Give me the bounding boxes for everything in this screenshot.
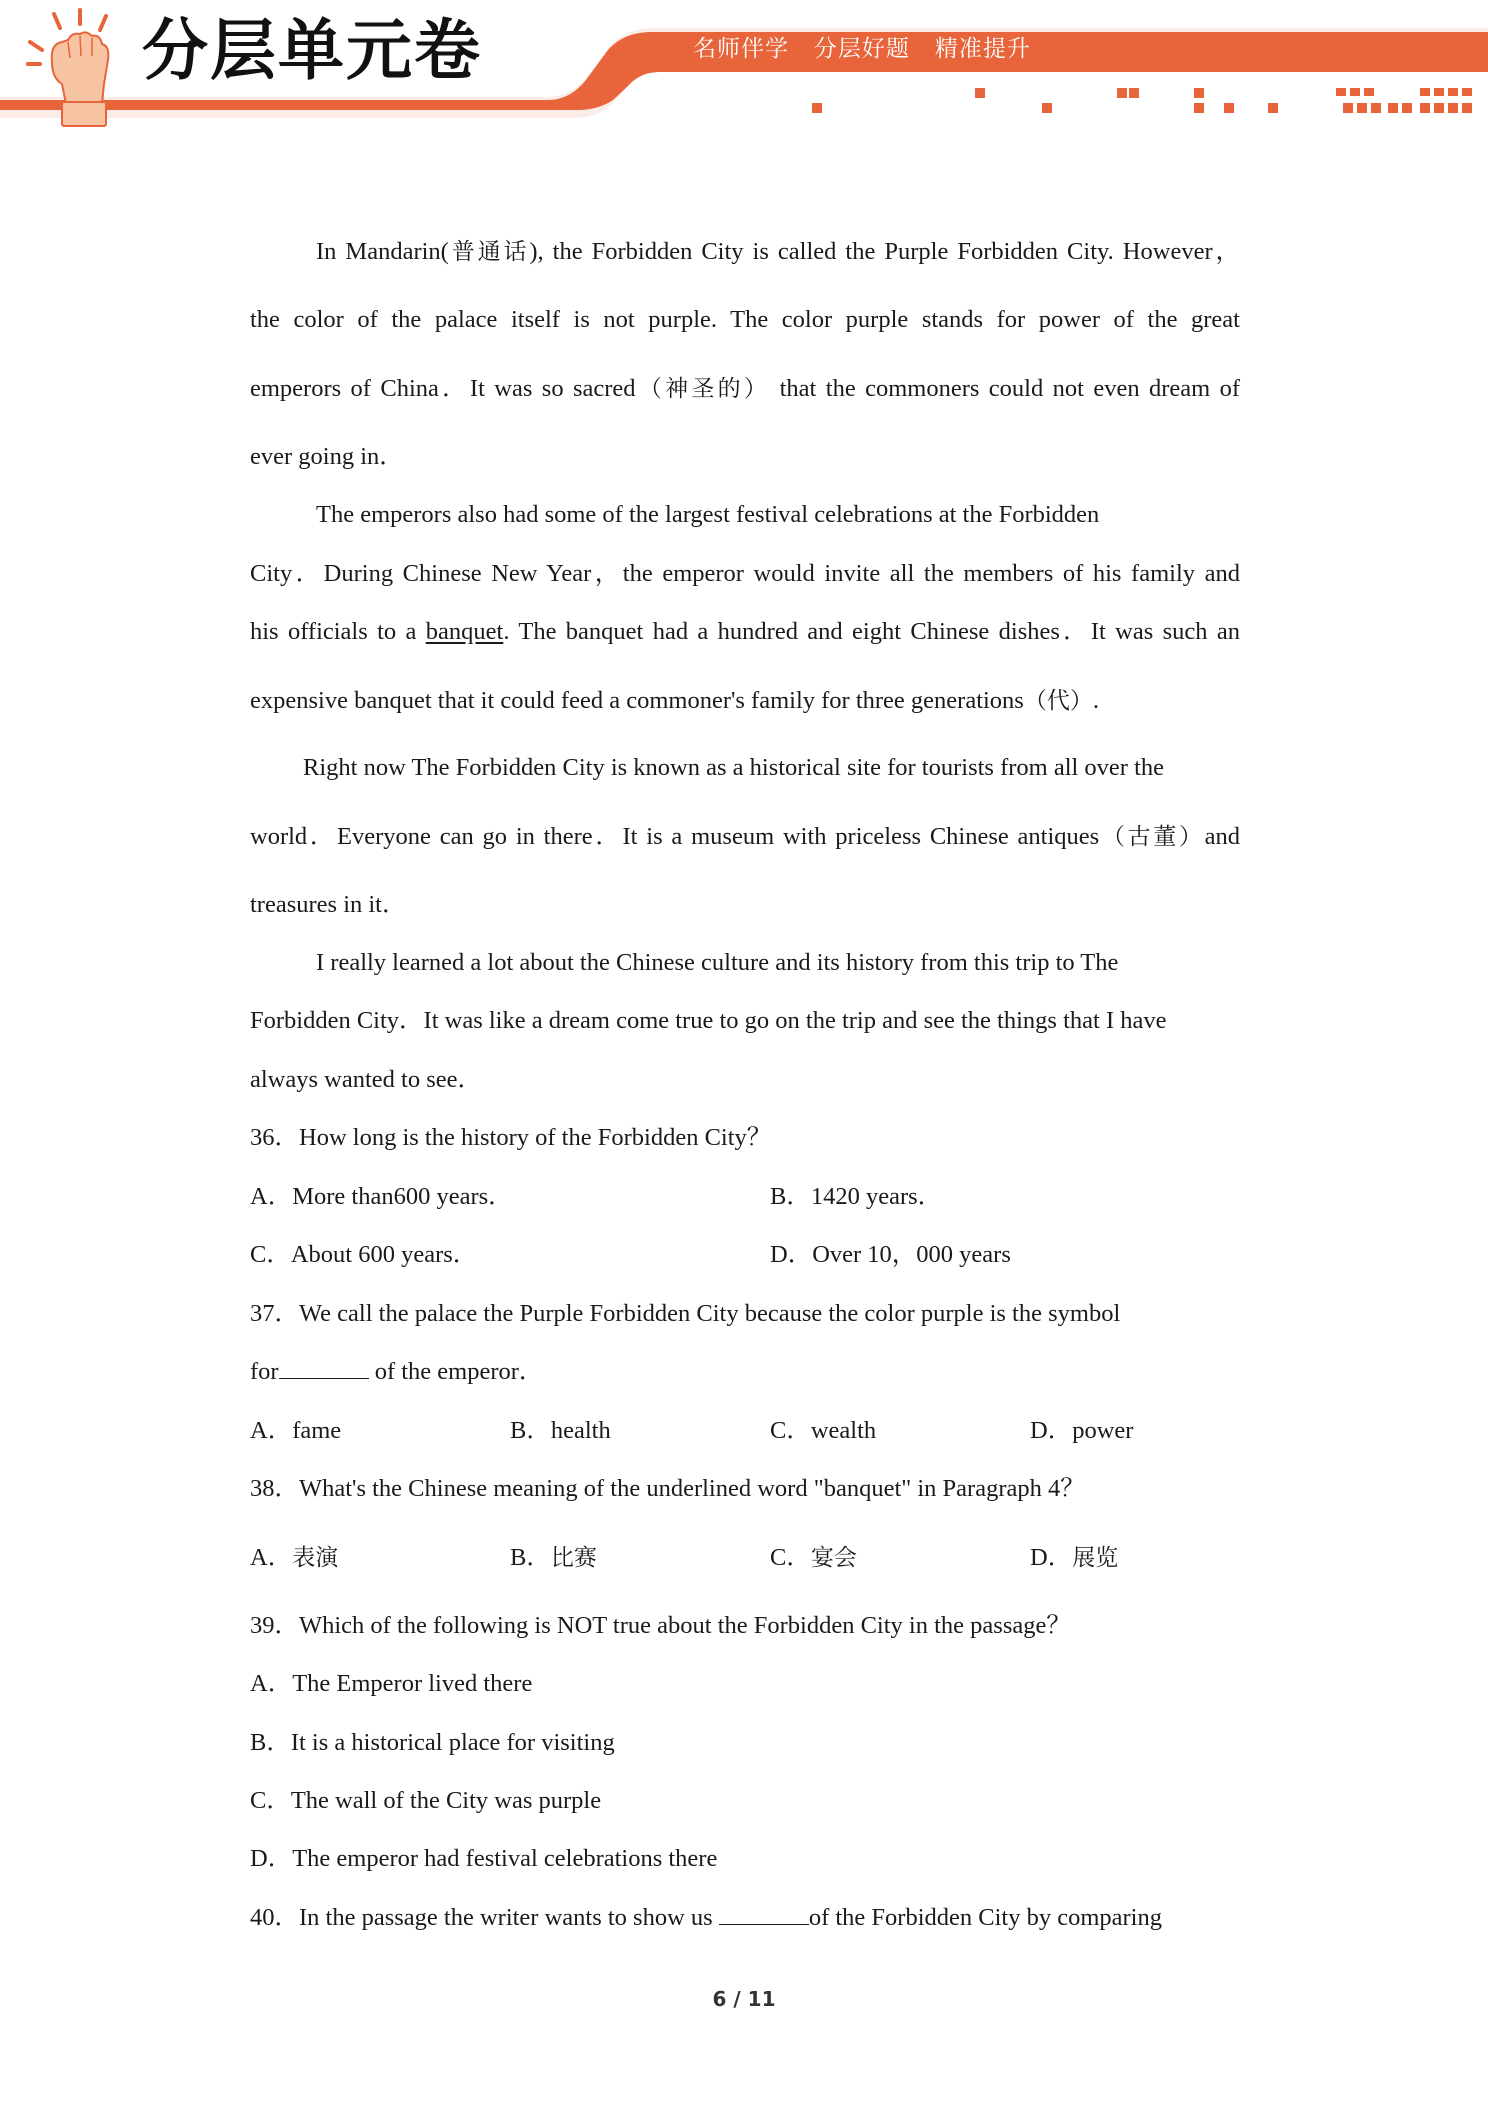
header-slogan: 名师伴学 分层好题 精准提升 bbox=[693, 36, 1031, 62]
passage-line: I really learned a lot about the Chinese culture and its history from this trip to The bbox=[316, 949, 1119, 976]
option-a: A．The Emperor lived there bbox=[250, 1670, 533, 1697]
option-a: A．fame bbox=[250, 1417, 342, 1444]
passage-line: expensive banquet that it could feed a commoner's family for three generations（代）. bbox=[250, 687, 1099, 714]
question-stem: 37．We call the palace the Purple Forbidden City because the color purple is the symbol bbox=[250, 1300, 1121, 1327]
passage-line: In Mandarin(普通话), the Forbidden City is called the Purple Forbidden City. However， bbox=[316, 238, 1240, 265]
page-number: 6 / 11 bbox=[712, 1987, 776, 2011]
option-c: C．The wall of the City was purple bbox=[250, 1787, 602, 1814]
option-d: D．power bbox=[1030, 1417, 1134, 1444]
option-b: B．health bbox=[510, 1417, 611, 1444]
underlined-word: banquet bbox=[425, 618, 504, 645]
option-c: C．宴会 bbox=[770, 1544, 857, 1571]
passage-line: Right now The Forbidden City is known as a historical site for tourists from all over the bbox=[303, 754, 1165, 781]
answer-blank bbox=[719, 1906, 809, 1925]
question-stem: 38．What's the Chinese meaning of the underlined word "banquet" in Paragraph 4？ bbox=[250, 1475, 1085, 1502]
passage-line: the color of the palace itself is not purple. The color purple stands for power of the great bbox=[250, 306, 1240, 333]
option-d: D．展览 bbox=[1030, 1544, 1119, 1571]
passage-line: his officials to a banquet. The banquet had a hundred and eight Chinese dishes．It was such an bbox=[250, 618, 1240, 645]
question-stem: 36．How long is the history of the Forbidden City？ bbox=[250, 1124, 772, 1151]
option-c: C．About 600 years． bbox=[250, 1241, 478, 1268]
question-stem: for of the emperor． bbox=[250, 1358, 544, 1385]
fist-icon bbox=[18, 4, 128, 134]
option-b: B．1420 years． bbox=[770, 1183, 943, 1210]
option-d: D．The emperor had festival celebrations there bbox=[250, 1845, 718, 1872]
option-d: D．Over 10，000 years bbox=[770, 1241, 1011, 1268]
passage-line: treasures in it． bbox=[250, 891, 407, 918]
passage-line: ever going in． bbox=[250, 443, 404, 470]
question-stem: 39．Which of the following is NOT true about the Forbidden City in the passage？ bbox=[250, 1612, 1071, 1639]
option-c: C．wealth bbox=[770, 1417, 877, 1444]
answer-blank bbox=[279, 1360, 369, 1379]
passage-line: City．During Chinese New Year，the emperor would invite all the members of his family and bbox=[250, 560, 1240, 587]
question-stem: 40．In the passage the writer wants to show us of the Forbidden City by comparing bbox=[250, 1904, 1162, 1931]
passage-line: emperors of China．It was so sacred（神圣的） that the commoners could not even dream of bbox=[250, 375, 1240, 402]
page-header bbox=[0, 0, 1488, 135]
passage-line: The emperors also had some of the largest festival celebrations at the Forbidden bbox=[316, 501, 1100, 528]
option-b: B．It is a historical place for visiting bbox=[250, 1729, 615, 1756]
brand-title: 分层单元卷 bbox=[142, 12, 482, 89]
option-a: A．表演 bbox=[250, 1544, 339, 1571]
passage-line: world．Everyone can go in there．It is a museum with priceless Chinese antiques（古董）and bbox=[250, 823, 1241, 850]
passage-line: always wanted to see． bbox=[250, 1066, 482, 1093]
option-a: A．More than600 years． bbox=[250, 1183, 513, 1210]
passage-line: Forbidden City．It was like a dream come true to go on the trip and see the things that I have bbox=[250, 1007, 1167, 1034]
option-b: B．比赛 bbox=[510, 1544, 597, 1571]
